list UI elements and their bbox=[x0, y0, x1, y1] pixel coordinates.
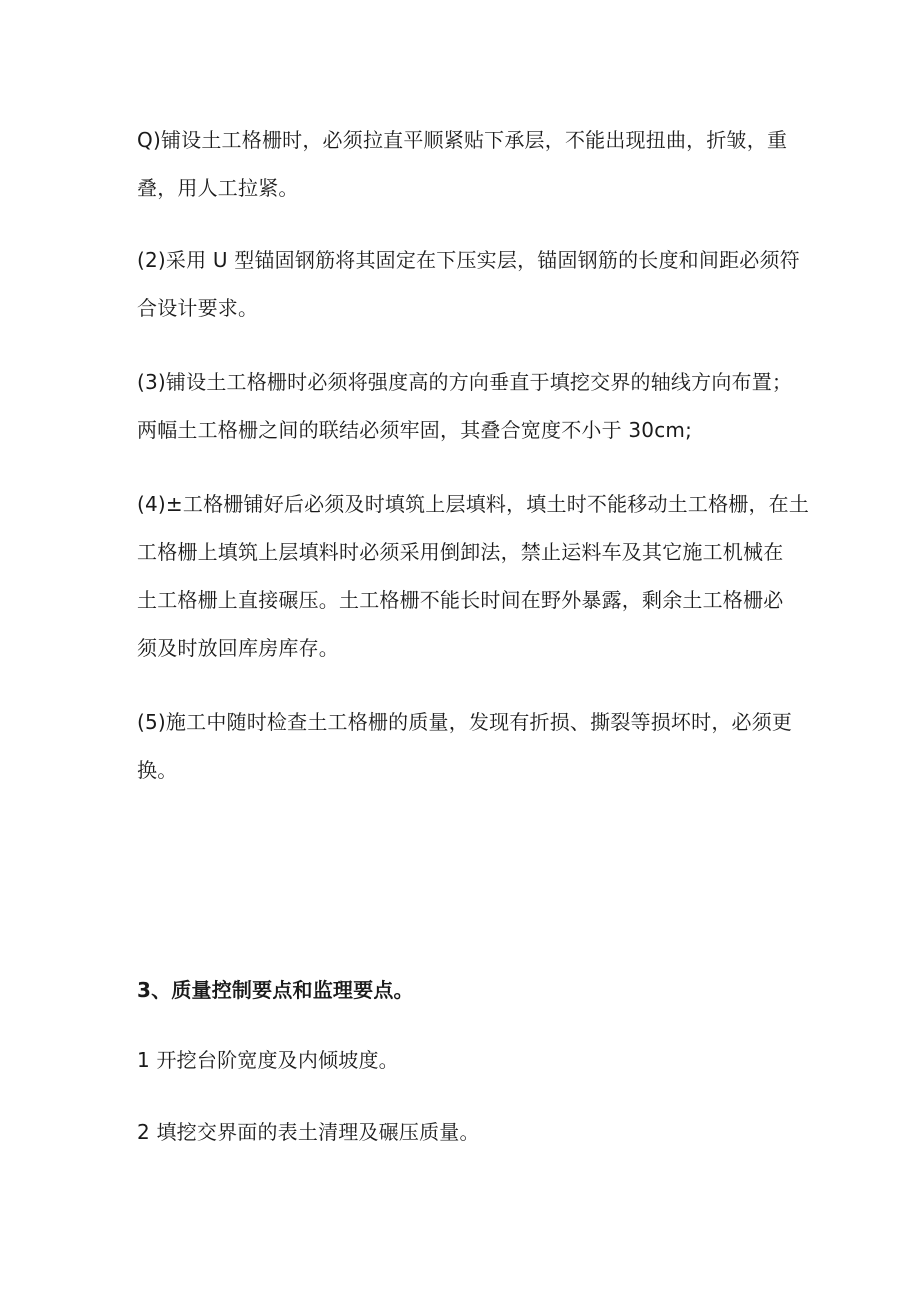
paragraph-2-line-2: 合设计要求。 bbox=[137, 296, 259, 320]
paragraph-3-line-2: 两幅土工格栅之间的联结必须牢固，其叠合宽度不小于 30cm; bbox=[137, 418, 693, 442]
paragraph-4-line-2: 工格栅上填筑上层填料时必须采用倒卸法，禁止运料车及其它施工机械在 bbox=[137, 540, 784, 564]
paragraph-2-line-1: (2)采用 U 型锚固钢筋将其固定在下压实层，锚固钢筋的长度和间距必须符 bbox=[137, 248, 800, 272]
section-heading: 3、质量控制要点和监理要点。 bbox=[137, 978, 414, 1002]
paragraph-4-line-1: (4)±工格栅铺好后必须及时填筑上层填料，填土时不能移动土工格栅，在土 bbox=[137, 492, 810, 516]
paragraph-4-line-3: 土工格栅上直接碾压。土工格栅不能长时间在野外暴露，剩余土工格栅必 bbox=[137, 588, 784, 612]
paragraph-5-line-2: 换。 bbox=[137, 758, 178, 782]
paragraph-4-line-4: 须及时放回库房库存。 bbox=[137, 636, 339, 660]
paragraph-3-line-1: (3)铺设土工格栅时必须将强度高的方向垂直于填挖交界的轴线方向布置； bbox=[137, 370, 793, 394]
point-2: 2 填挖交界面的表土清理及碾压质量。 bbox=[137, 1120, 480, 1144]
paragraph-5-line-1: (5)施工中随时检查土工格栅的质量，发现有折损、撕裂等损坏时，必须更 bbox=[137, 710, 793, 734]
paragraph-1-line-2: 叠，用人工拉紧。 bbox=[137, 176, 299, 200]
point-1: 1 开挖台阶宽度及内倾坡度。 bbox=[137, 1048, 399, 1072]
paragraph-1-line-1: Q)铺设土工格栅时，必须拉直平顺紧贴下承层，不能出现扭曲，折皱，重 bbox=[137, 128, 788, 152]
